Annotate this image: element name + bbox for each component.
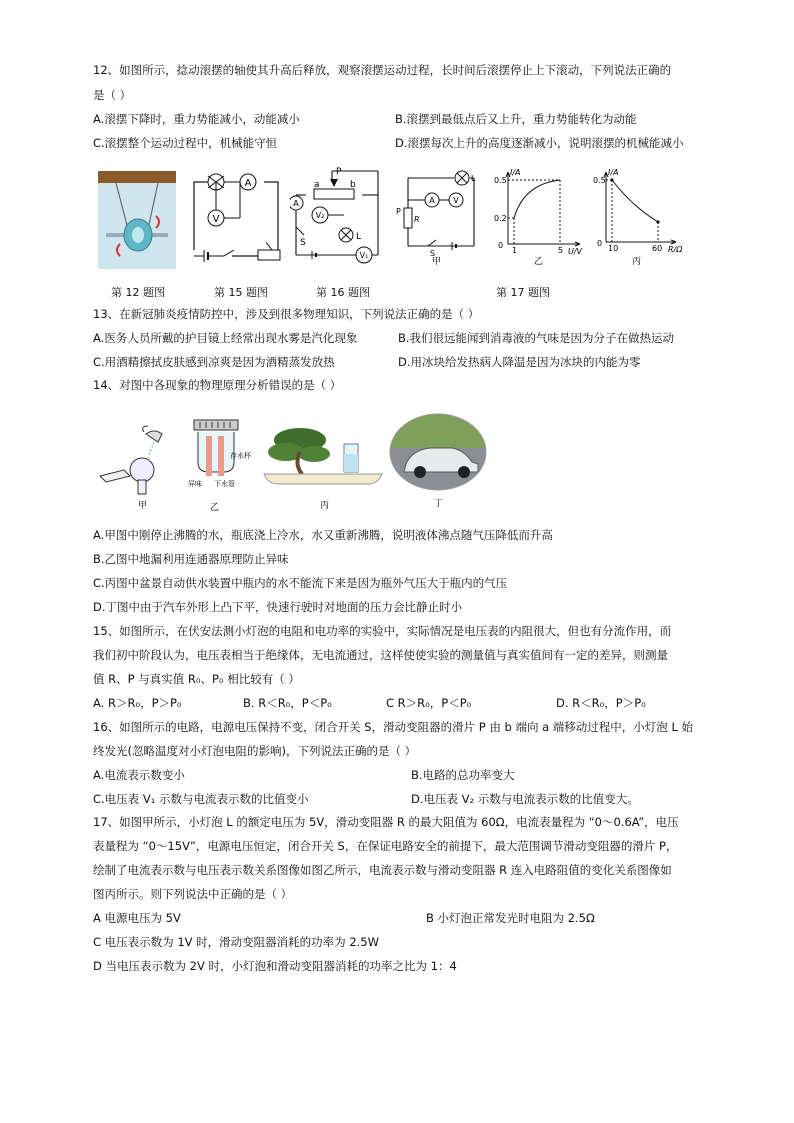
q16-stem-line1: 16、如图所示的电路，电源电压保持不变，闭合开关 S，滑动变阻器的滑片 P 由 b 端向 a 端移动过程中，小灯泡 L 始 [93,720,694,734]
fig17-bing-graph [592,166,688,266]
q17-option-c: C 电压表示数为 1V 时，滑动变阻器消耗的功率为 2.5W [93,935,379,949]
fig14-jia-flask [96,424,176,512]
fig17-bing-tick-05: 0.5 [593,176,606,185]
fig12-rolling-pendulum [98,171,176,269]
q16-option-c: C.电压表 V₁ 示数与电流表示数的比值变小 [93,792,309,806]
fig14-label-jia: 甲 [138,501,148,511]
q16-option-a: A.电流表示数变小 [93,768,185,782]
fig14-ding-car [388,412,488,510]
svg-text:A: A [244,178,252,189]
q15-option-a: A. R＞R₀，P＞P₀ [93,696,182,710]
q17-stem-line2: 表量程为 “0～15V”，电源电压恒定，闭合开关 S，在保证电路安全的前提下，最大范围调节滑动变阻器的滑片 P， [93,839,678,853]
fig17-bing-tick-60: 60 [652,244,663,253]
fig14-bing-bonsai [262,424,386,512]
fig14-label-cunshui: 存水杯 [230,452,251,460]
fig17-jia-circuit [394,170,482,266]
fig16-label-b: b [350,180,356,190]
fig17-bing-origin: 0 [597,239,603,248]
q13-stem: 13、在新冠肺炎疫情防控中，涉及到很多物理知识，下列说法正确的是（ ） [93,307,480,321]
q15-option-d: D. R＜R₀，P＞P₀ [556,696,646,710]
fig17-label-r: R [414,215,420,224]
fig16-label-a: a [314,180,320,190]
fig17-label-jia: 甲 [432,257,442,266]
fig17-yi-tick-05: 0.5 [494,176,507,185]
fig17-yi-graph [490,166,586,266]
fig14-label-yi: 乙 [210,503,220,512]
q12-option-a: A.滚摆下降时，重力势能减小，动能减小 [93,112,300,126]
q17-stem-line3: 绘制了电流表示数与电压表示数关系图像如图乙所示，电流表示数与滑动变阻器 R 连入电路阻值的变化关系图像如 [93,863,672,877]
q17-stem-line4: 图丙所示。则下列说法中正确的是（ ） [93,887,293,901]
caption-fig15: 第 15 题图 [214,286,268,299]
q12-option-b: B.滚摆到最低点后又上升，重力势能转化为动能 [395,112,637,126]
q14-option-d: D.丁图中由于汽车外形上凸下平，快速行驶时对地面的压力会比静止时小 [93,600,463,614]
q12-option-c: C.滚摆整个运动过程中，机械能守恒 [93,136,278,150]
caption-fig12: 第 12 题图 [111,286,165,299]
fig15-circuit [188,172,286,264]
q14-option-a: A.甲图中刚停止沸腾的水，瓶底浇上冷水，水又重新沸腾，说明液体沸点随气压降低而升高 [93,528,553,542]
caption-fig17: 第 17 题图 [496,286,550,299]
fig17-label-bing: 丙 [632,257,642,266]
fig17-label-yi: 乙 [534,257,544,266]
q15-stem-line1: 15、如图所示，在伏安法测小灯泡的电阻和电功率的实验中，实际情况是电压表的内阻很大，但也有分流作用，而 [93,624,672,638]
q15-option-b: B. R＜R₀，P＜P₀ [243,696,332,710]
fig16-label-p: P [336,167,342,177]
fig16-label-l: L [356,232,362,242]
fig14-label-bing: 丙 [320,501,330,511]
fig17-yi-ylabel: I/A [510,168,521,177]
fig16-label-s: S [300,238,306,248]
q17-option-b: B 小灯泡正常发光时电阻为 2.5Ω [426,911,595,925]
fig16-label-v2: V₂ [315,211,325,220]
caption-fig16: 第 16 题图 [316,286,370,299]
q17-option-a: A 电源电压为 5V [93,911,181,925]
svg-text:A: A [429,196,435,205]
fig14-yi-floor-drain [184,416,260,512]
fig17-yi-xlabel: U/V [568,247,583,256]
q14-option-c: C.丙图中盆景自动供水装置中瓶内的水不能流下来是因为瓶外气压大于瓶内的气压 [93,576,508,590]
q15-option-c: C R＞R₀，P＜P₀ [386,696,472,710]
q13-option-b: B.我们很远能闻到消毒液的气味是因为分子在做热运动 [398,331,675,345]
fig16-label-v1: V₁ [359,251,369,260]
q13-option-c: C.用酒精擦拭皮肤感到凉爽是因为酒精蒸发放热 [93,355,335,369]
q13-option-d: D.用冰块给发热病人降温是因为冰块的内能为零 [398,355,641,369]
q15-stem-line2: 我们初中阶段认为，电压表相当于绝缘体，无电流通过，这样使使实验的测量值与真实值间有一定的差异，则测量 [93,648,668,662]
q16-option-d: D.电压表 V₂ 示数与电流表示数的比值变大。 [411,792,639,806]
q17-option-d: D 当电压表示数为 2V 时，小灯泡和滑动变阻器消耗的功率之比为 1：4 [93,959,457,973]
fig17-bing-xlabel: R/Ω [668,245,683,254]
q16-option-b: B.电路的总功率变大 [411,768,515,782]
fig14-label-xiashui: 下水管 [214,480,235,488]
fig17-yi-tick-5: 5 [558,246,564,255]
q13-option-a: A.医务人员所戴的护目镜上经常出现水雾是汽化现象 [93,331,358,345]
fig17-bing-tick-10: 10 [608,244,619,253]
q12-stem-line2: 是（ ） [93,88,132,102]
fig14-label-yiwei: 异味 [188,480,202,488]
fig17-label-l: L [471,174,476,183]
fig17-yi-tick-02: 0.2 [494,214,507,223]
svg-text:V: V [212,214,220,225]
q14-option-b: B.乙图中地漏利用连通器原理防止异味 [93,552,289,566]
fig16-circuit [290,165,384,265]
fig14-label-ding: 丁 [434,499,444,509]
fig16-label-ammeter: A [293,199,299,208]
q17-stem-line1: 17、如图甲所示，小灯泡 L 的额定电压为 5V，滑动变阻器 R 的最大阻值为 60Ω，电流表量程为 “0～0.6A”，电压 [93,815,679,829]
q15-stem-line3: 值 R、P 与真实值 R₀、P₀ 相比较有（ ） [93,672,300,686]
fig17-yi-tick-1: 1 [512,246,518,255]
svg-text:V: V [453,196,459,205]
q12-stem-line1: 12、如图所示，捻动滚摆的轴使其升高后释放，观察滚摆运动过程，长时间后滚摆停止上下滚动，下列说法正确的 [93,63,672,77]
fig17-label-s: S [430,249,436,258]
fig17-yi-origin: 0 [498,241,504,250]
q16-stem-line2: 终发光(忽略温度对小灯泡电阻的影响)，下列说法正确的是（ ） [93,744,417,758]
q14-stem: 14、对图中各现象的物理原理分析错误的是（ ） [93,378,342,392]
q12-option-d: D.滚摆每次上升的高度逐渐减小，说明滚摆的机械能减小 [395,136,684,150]
fig17-bing-ylabel: I/A [608,168,619,177]
fig17-label-p: P [396,207,401,216]
